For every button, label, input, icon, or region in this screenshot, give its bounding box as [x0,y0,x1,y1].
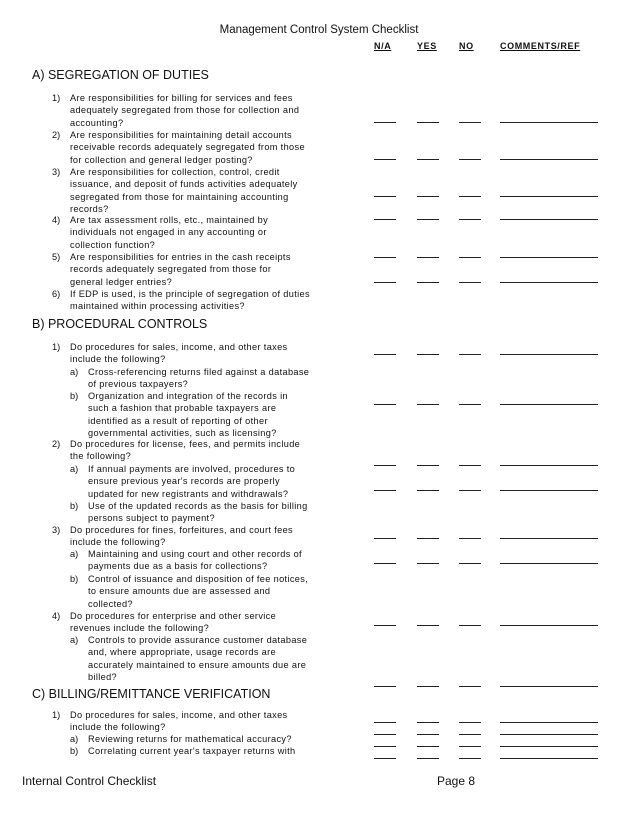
na-answer-line[interactable] [374,404,396,405]
na-answer-line[interactable] [374,758,396,759]
item-number: a) [70,367,79,377]
page-title: Management Control System Checklist [219,24,419,36]
na-answer-line[interactable] [374,686,396,687]
question-line: Are responsibilities for maintaining detail accounts [70,130,292,140]
comments-answer-line[interactable] [500,490,598,491]
no-answer-line[interactable] [459,758,481,759]
question-line: revenues include the following? [70,623,210,634]
question-line: Cross-referencing returns filed against a database [88,367,310,377]
question-line: Are responsibilities for entries in the cash receipts [70,252,291,262]
comments-answer-line[interactable] [500,196,598,197]
question-line: the following? [70,451,132,462]
item-number: 1) [52,93,61,103]
yes-answer-line[interactable] [417,196,439,197]
yes-answer-line[interactable] [417,686,439,687]
no-answer-line[interactable] [459,354,481,355]
question-line: collection function? [70,239,156,250]
question-line: Are responsibilities for collection, control, credit [70,167,280,177]
no-answer-line[interactable] [459,538,481,539]
no-answer-line[interactable] [459,159,481,160]
na-answer-line[interactable] [374,122,396,123]
yes-answer-line[interactable] [417,159,439,160]
section-heading-c: C) BILLING/REMITTANCE VERIFICATION [32,687,271,701]
question-line: Do procedures for license, fees, and permits include [70,439,301,449]
no-answer-line[interactable] [459,219,481,220]
item-number: 3) [52,167,61,177]
question-line: to ensure amounts due are assessed and [88,586,271,597]
no-answer-line[interactable] [459,490,481,491]
item-number: 5) [52,252,61,262]
comments-answer-line[interactable] [500,159,598,160]
na-answer-line[interactable] [374,490,396,491]
no-answer-line[interactable] [459,196,481,197]
na-answer-line[interactable] [374,282,396,283]
comments-answer-line[interactable] [500,219,598,220]
section-heading-a: A) SEGREGATION OF DUTIES [32,68,209,82]
question-line: persons subject to payment? [88,513,215,524]
no-answer-line[interactable] [459,722,481,723]
na-answer-line[interactable] [374,563,396,564]
question-line: for collection and general ledger posting? [70,154,253,165]
yes-answer-line[interactable] [417,219,439,220]
column-header-no: NO [459,41,474,51]
yes-answer-line[interactable] [417,625,439,626]
comments-answer-line[interactable] [500,686,598,687]
yes-answer-line[interactable] [417,404,439,405]
comments-answer-line[interactable] [500,282,598,283]
yes-answer-line[interactable] [417,257,439,258]
comments-answer-line[interactable] [500,746,598,747]
question-line: billed? [88,671,118,682]
item-number: 1) [52,342,61,352]
na-answer-line[interactable] [374,722,396,723]
na-answer-line[interactable] [374,465,396,466]
item-number: b) [70,746,79,756]
item-number: b) [70,574,79,584]
item-number: b) [70,391,79,401]
question-line: Do procedures for sales, income, and other taxes [70,342,288,352]
question-line: Organization and integration of the records in [88,391,288,401]
no-answer-line[interactable] [459,686,481,687]
question-line: and, where appropriate, usage records are [88,647,276,658]
na-answer-line[interactable] [374,746,396,747]
yes-answer-line[interactable] [417,538,439,539]
question-line: Are tax assessment rolls, etc., maintained by [70,215,269,225]
question-line: receivable records adequately segregated from those [70,142,305,153]
footer-left: Internal Control Checklist [22,774,157,788]
question-line: identified as a result of reporting of other [88,415,268,426]
footer-page-number: Page 8 [437,774,476,788]
item-number: 1) [52,710,61,720]
item-number: 4) [52,215,61,225]
item-number: b) [70,501,79,511]
no-answer-line[interactable] [459,257,481,258]
item-number: 3) [52,525,61,535]
no-answer-line[interactable] [459,625,481,626]
question-line: include the following? [70,537,166,548]
comments-answer-line[interactable] [500,734,598,735]
no-answer-line[interactable] [459,563,481,564]
question-line: ensure previous year's records are properly [88,476,280,487]
question-line: accurately maintained to ensure amounts due are [88,659,307,670]
na-answer-line[interactable] [374,257,396,258]
question-line: include the following? [70,354,166,365]
comments-answer-line[interactable] [500,257,598,258]
item-number: 2) [52,130,61,140]
question-line: issuance, and deposit of funds activities adequately [70,179,298,190]
question-line: general ledger entries? [70,276,173,287]
question-line: Control of issuance and disposition of fee notices, [88,574,309,584]
yes-answer-line[interactable] [417,122,439,123]
item-number: a) [70,734,79,744]
question-line: Do procedures for enterprise and other service [70,611,277,621]
no-answer-line[interactable] [459,404,481,405]
na-answer-line[interactable] [374,354,396,355]
comments-answer-line[interactable] [500,563,598,564]
yes-answer-line[interactable] [417,490,439,491]
question-line: records adequately segregated from those for [70,264,272,275]
yes-answer-line[interactable] [417,746,439,747]
question-line: updated for new registrants and withdrawals? [88,488,289,499]
column-header-comments: COMMENTS/REF [500,41,581,51]
question-line: adequately segregated from those for collection and [70,105,300,116]
no-answer-line[interactable] [459,465,481,466]
question-line: If annual payments are involved, procedures to [88,464,296,474]
question-line: records? [70,203,109,214]
item-number: 4) [52,611,61,621]
comments-answer-line[interactable] [500,758,598,759]
item-number: a) [70,464,79,474]
item-number: a) [70,635,79,645]
question-line: Controls to provide assurance customer database [88,635,308,645]
question-line: Reviewing returns for mathematical accuracy? [88,734,292,744]
item-number: a) [70,549,79,559]
yes-answer-line[interactable] [417,282,439,283]
item-number: 6) [52,289,61,299]
question-line: individuals not engaged in any accounting or [70,227,267,238]
comments-answer-line[interactable] [500,722,598,723]
question-line: maintained within processing activities? [70,301,245,312]
no-answer-line[interactable] [459,746,481,747]
question-line: such a fashion that probable taxpayers are [88,403,277,414]
question-line: If EDP is used, is the principle of segregation of duties [70,289,310,299]
na-answer-line[interactable] [374,538,396,539]
comments-answer-line[interactable] [500,354,598,355]
question-line: Maintaining and using court and other records of [88,549,302,559]
comments-answer-line[interactable] [500,465,598,466]
question-line: payments due as a basis for collections? [88,561,268,572]
section-heading-b: B) PROCEDURAL CONTROLS [32,317,208,331]
na-answer-line[interactable] [374,159,396,160]
question-line: collected? [88,598,133,609]
column-header-na: N/A [374,41,392,51]
comments-answer-line[interactable] [500,538,598,539]
question-line: Do procedures for fines, forfeitures, and court fees [70,525,293,535]
yes-answer-line[interactable] [417,354,439,355]
question-line: include the following? [70,722,166,733]
yes-answer-line[interactable] [417,722,439,723]
question-line: governmental activities, such as licensing? [88,427,277,438]
yes-answer-line[interactable] [417,563,439,564]
no-answer-line[interactable] [459,734,481,735]
na-answer-line[interactable] [374,196,396,197]
na-answer-line[interactable] [374,625,396,626]
question-line: of previous taxpayers? [88,379,189,390]
comments-answer-line[interactable] [500,122,598,123]
comments-answer-line[interactable] [500,625,598,626]
question-line: segregated from those for maintaining accounting [70,191,289,202]
question-line: Use of the updated records as the basis for billing [88,501,308,511]
na-answer-line[interactable] [374,734,396,735]
question-line: accounting? [70,117,124,128]
no-answer-line[interactable] [459,282,481,283]
yes-answer-line[interactable] [417,734,439,735]
na-answer-line[interactable] [374,219,396,220]
item-number: 2) [52,439,61,449]
question-line: Do procedures for sales, income, and other taxes [70,710,288,720]
column-header-yes: YES [417,41,437,51]
yes-answer-line[interactable] [417,465,439,466]
no-answer-line[interactable] [459,122,481,123]
question-line: Are responsibilities for billing for services and fees [70,93,293,103]
comments-answer-line[interactable] [500,404,598,405]
yes-answer-line[interactable] [417,758,439,759]
question-line: Correlating current year's taxpayer returns with [88,746,296,756]
